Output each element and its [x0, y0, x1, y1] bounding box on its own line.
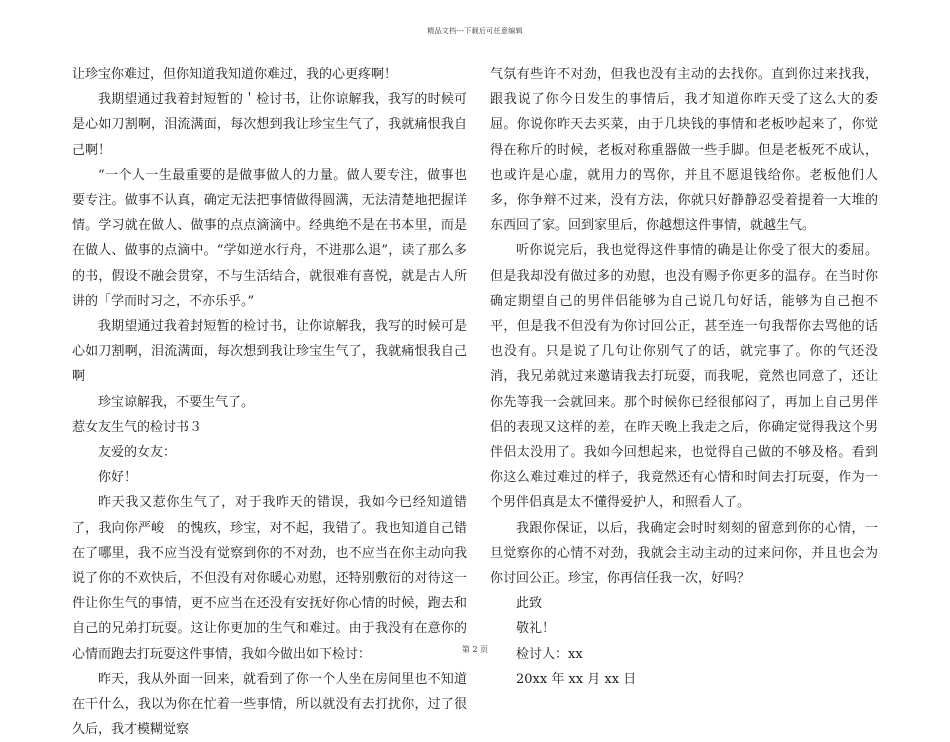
paragraph: 20xx 年 xx 月 xx 日 [516, 671, 637, 687]
right-column [490, 62, 878, 692]
paragraph: 珍宝谅解我，不要生气了。 [98, 394, 255, 410]
left-column [72, 62, 467, 742]
paragraph: 听你说完后，我也觉得这件事情的确是让你受了很大的委屈。但是我却没有做过多的劝慰，也没有赐予你更多的温存。在当时你确定期望自己的男伴侣能够为自己说几句好话，能够为自己抱不平，但是我不但没有为你讨回公正，甚至连一句我帮你去骂他的话也没有。只是说了几句让你别气了的话，就完事了。你的气还没消，我兄弟就过来邀请我去打玩耍，而我呢，竟然也同意了，还让你先等我一会就回来。那个时候你已经很郁闷了，再加上自己男伴侣的表现又这样的差，在昨天晚上我走之后，你确定觉得我这个男伴侣太没用了。我如今回想起来，也觉得自己做的不够及格。看到你这么难过难过的样子，我竟然还有心情和时间去打玩耍，作为一个男伴侣真是太不懂得爱护人，和照看人了。 [490, 243, 878, 511]
page-header: 精品文档---下载后可任意编辑 [427, 27, 523, 35]
paragraph: “一个人一生最重要的是做事做人的力量。做人要专注，做事也要专注。做事不认真，确定无法把事情做得圆满，无法清楚地把握详情。学习就在做人、做事的点点滴滴中。经典绝不是在书本里，而是在做人、做事的点滴中。“学如逆水行舟，不进那么退”，读了那么多的书，假设不融会贯穿，不与生活结合，就很难有喜悦，就是古人所讲的「学而时习之，不亦乐乎。” [72, 167, 467, 309]
paragraph: 友爱的女友： [98, 445, 177, 461]
paragraph: 惹女友生气的检讨书３ [72, 419, 203, 435]
paragraph: 敬礼！ [516, 621, 556, 637]
paragraph: 让珍宝你难过，但你知道我知道你难过，我的心更疼啊！ [72, 67, 398, 82]
paragraph: 我期望通过我着封短暂的检讨书，让你谅解我，我写的时候可是心如刀割啊，泪流满面，每次想到我让珍宝生气了，我就痛恨我自己啊 [72, 319, 467, 385]
paragraph: 我跟你保证，以后，我确定会时时刻刻的留意到你的心情，一旦觉察你的心情不对劲，我就会主动主动的过来问你，并且也会为你讨回公正。珍宝，你再信任我一次，好吗？ [490, 520, 878, 587]
paragraph: 你好！ [98, 470, 138, 486]
paragraph: 昨天，我从外面一回来，就看到了你一个人坐在房间里也不知道在干什么，我以为你在忙着一些事情，所以就没有去打扰你，过了很久后，我才模糊觉察 [72, 671, 467, 738]
paragraph: 检讨人：xx [516, 646, 583, 662]
page-number: 第 2 页 [461, 645, 489, 654]
paragraph: 我期望通过我着封短暂的＇检讨书，让你谅解我，我写的时候可是心如刀割啊，泪流满面，每次想到我让珍宝生气了，我就痛恨我自己啊！ [72, 92, 467, 158]
paragraph: 此致 [516, 596, 543, 612]
paragraph: 昨天我又惹你生气了，对于我昨天的错误，我如今已经知道错了，我向你严峻 的愧疚，珍宝，对不起，我错了。我也知道自己错在了哪里，我不应当没有觉察到你的不对劲，也不应当在你主动向我说了你的不欢快后，不但没有对你暖心劝慰，还特别敷衍的对待这一件让你生气的事情，更不应当在还没有安抚好你心情的时候，跑去和自己的兄弟打玩耍。这让你更加的生气和难过。由于我没有在意你的心情而跑去打玩耍这件事情，我如今做出如下检讨： [72, 495, 467, 662]
paragraph: 气氛有些许不对劲，但我也没有主动的去找你。直到你过来找我，跟我说了你今日发生的事情后，我才知道你昨天受了这么大的委屈。你说你昨天去买菜，由于几块钱的事情和老板吵起来了，你觉得在称斤的时候，老板对称重器做一些手脚。但是老板死不成认，也或许是心虚，就用力的骂你，并且不愿退钱给你。老板他们人多，你争辩不过来，没有方法，你就只好静静忍受着提着一大堆的东西回了家。回到家里后，你越想这件事情，就越生气。 [490, 67, 878, 234]
